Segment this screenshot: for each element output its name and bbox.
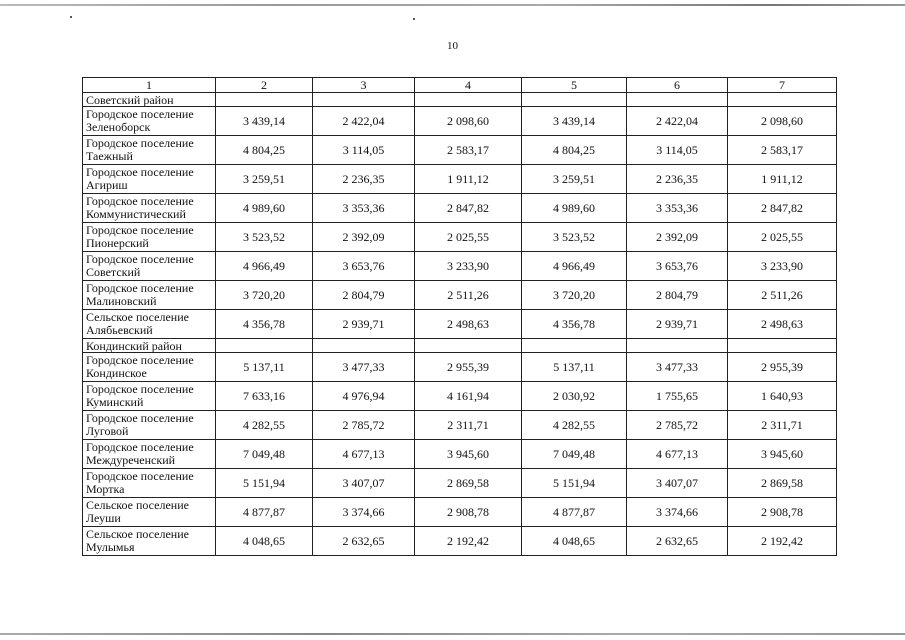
table-row [83,165,837,194]
value-cell: 7 049,48 [522,440,627,469]
column-header: 4 [415,78,522,93]
settlement-name: Городское поселение Междуреченский [83,440,216,469]
section-title: Кондинский район [83,339,216,353]
empty-cell [415,93,522,107]
value-cell: 2 785,72 [627,411,728,440]
column-header: 3 [313,78,415,93]
value-cell: 2 908,78 [415,498,522,527]
value-cell: 5 151,94 [216,469,313,498]
value-cell: 3 374,66 [313,498,415,527]
header-row [83,78,837,93]
section-row [83,93,837,107]
value-cell: 4 989,60 [522,194,627,223]
value-cell: 1 755,65 [627,382,728,411]
empty-cell [415,339,522,353]
settlement-name: Городское поселение Луговой [83,411,216,440]
value-cell: 2 236,35 [313,165,415,194]
value-cell: 2 908,78 [728,498,837,527]
empty-cell [522,93,627,107]
value-cell: 4 282,55 [216,411,313,440]
value-cell: 2 632,65 [627,527,728,556]
value-cell: 2 583,17 [415,136,522,165]
scan-speck [413,18,415,20]
value-cell: 4 356,78 [522,310,627,339]
value-cell: 3 477,33 [627,353,728,382]
value-cell: 3 259,51 [522,165,627,194]
value-cell: 2 392,09 [313,223,415,252]
settlements-table [82,77,837,556]
settlement-name: Городское поселение Малиновский [83,281,216,310]
value-cell: 3 233,90 [728,252,837,281]
settlement-name: Городское поселение Мортка [83,469,216,498]
value-cell: 4 356,78 [216,310,313,339]
value-cell: 2 025,55 [415,223,522,252]
value-cell: 2 939,71 [627,310,728,339]
value-cell: 2 511,26 [415,281,522,310]
value-cell: 7 049,48 [216,440,313,469]
empty-cell [216,93,313,107]
value-cell: 2 583,17 [728,136,837,165]
value-cell: 2 025,55 [728,223,837,252]
settlement-name: Городское поселение Пионерский [83,223,216,252]
empty-cell [627,339,728,353]
settlement-name: Сельское поселение Леуши [83,498,216,527]
value-cell: 2 030,92 [522,382,627,411]
value-cell: 2 511,26 [728,281,837,310]
value-cell: 1 911,12 [415,165,522,194]
value-cell: 2 869,58 [728,469,837,498]
value-cell: 3 374,66 [627,498,728,527]
value-cell: 2 847,82 [728,194,837,223]
value-cell: 5 151,94 [522,469,627,498]
settlement-name: Городское поселение Кондинское [83,353,216,382]
value-cell: 3 945,60 [415,440,522,469]
value-cell: 2 804,79 [627,281,728,310]
table-row [83,411,837,440]
value-cell: 3 233,90 [415,252,522,281]
settlement-name: Городское поселение Коммунистический [83,194,216,223]
empty-cell [627,93,728,107]
value-cell: 2 939,71 [313,310,415,339]
value-cell: 3 523,52 [522,223,627,252]
settlement-name: Городское поселение Советский [83,252,216,281]
value-cell: 2 632,65 [313,527,415,556]
value-cell: 2 311,71 [728,411,837,440]
table-row [83,107,837,136]
value-cell: 2 955,39 [728,353,837,382]
value-cell: 3 353,36 [313,194,415,223]
value-cell: 4 048,65 [522,527,627,556]
column-header: 1 [83,78,216,93]
value-cell: 2 869,58 [415,469,522,498]
settlement-name: Сельское поселение Мулымья [83,527,216,556]
settlement-name: Сельское поселение Алябьевский [83,310,216,339]
value-cell: 5 137,11 [522,353,627,382]
value-cell: 4 282,55 [522,411,627,440]
table-row [83,382,837,411]
empty-cell [216,339,313,353]
value-cell: 4 989,60 [216,194,313,223]
settlement-name: Городское поселение Зеленоборск [83,107,216,136]
value-cell: 1 640,93 [728,382,837,411]
settlement-name: Городское поселение Таежный [83,136,216,165]
value-cell: 4 877,87 [216,498,313,527]
value-cell: 2 098,60 [415,107,522,136]
value-cell: 3 114,05 [627,136,728,165]
value-cell: 3 114,05 [313,136,415,165]
value-cell: 3 720,20 [522,281,627,310]
value-cell: 4 966,49 [522,252,627,281]
value-cell: 3 407,07 [313,469,415,498]
value-cell: 4 677,13 [627,440,728,469]
value-cell: 3 720,20 [216,281,313,310]
value-cell: 4 677,13 [313,440,415,469]
value-cell: 2 785,72 [313,411,415,440]
settlement-name: Городское поселение Агириш [83,165,216,194]
value-cell: 7 633,16 [216,382,313,411]
settlement-name: Городское поселение Куминский [83,382,216,411]
value-cell: 3 407,07 [627,469,728,498]
table-row [83,281,837,310]
value-cell: 4 976,94 [313,382,415,411]
value-cell: 2 804,79 [313,281,415,310]
column-header: 7 [728,78,837,93]
page-number: 10 [447,40,458,52]
table-body [83,93,837,556]
table-row [83,440,837,469]
value-cell: 5 137,11 [216,353,313,382]
value-cell: 3 653,76 [627,252,728,281]
value-cell: 2 192,42 [728,527,837,556]
value-cell: 2 392,09 [627,223,728,252]
table-row [83,527,837,556]
scan-edge-top [0,4,905,6]
value-cell: 3 259,51 [216,165,313,194]
value-cell: 3 523,52 [216,223,313,252]
value-cell: 1 911,12 [728,165,837,194]
value-cell: 2 236,35 [627,165,728,194]
table-row [83,252,837,281]
table-row [83,498,837,527]
value-cell: 4 966,49 [216,252,313,281]
column-header: 6 [627,78,728,93]
value-cell: 4 161,94 [415,382,522,411]
section-row [83,339,837,353]
value-cell: 2 955,39 [415,353,522,382]
value-cell: 4 048,65 [216,527,313,556]
value-cell: 3 653,76 [313,252,415,281]
value-cell: 3 439,14 [522,107,627,136]
value-cell: 2 422,04 [627,107,728,136]
scan-speck [70,16,72,18]
table-row [83,136,837,165]
table-row [83,469,837,498]
column-header: 2 [216,78,313,93]
value-cell: 2 422,04 [313,107,415,136]
empty-cell [522,339,627,353]
value-cell: 4 804,25 [522,136,627,165]
scan-edge-bottom [0,633,905,635]
empty-cell [313,339,415,353]
value-cell: 3 945,60 [728,440,837,469]
table-row [83,353,837,382]
empty-cell [728,93,837,107]
value-cell: 4 877,87 [522,498,627,527]
value-cell: 2 847,82 [415,194,522,223]
table-row [83,310,837,339]
column-header: 5 [522,78,627,93]
value-cell: 2 498,63 [728,310,837,339]
table-row [83,223,837,252]
empty-cell [313,93,415,107]
empty-cell [728,339,837,353]
value-cell: 4 804,25 [216,136,313,165]
value-cell: 2 498,63 [415,310,522,339]
value-cell: 2 311,71 [415,411,522,440]
value-cell: 3 353,36 [627,194,728,223]
value-cell: 3 477,33 [313,353,415,382]
table-row [83,194,837,223]
value-cell: 2 098,60 [728,107,837,136]
value-cell: 2 192,42 [415,527,522,556]
table-header [83,78,837,93]
value-cell: 3 439,14 [216,107,313,136]
section-title: Советский район [83,93,216,107]
